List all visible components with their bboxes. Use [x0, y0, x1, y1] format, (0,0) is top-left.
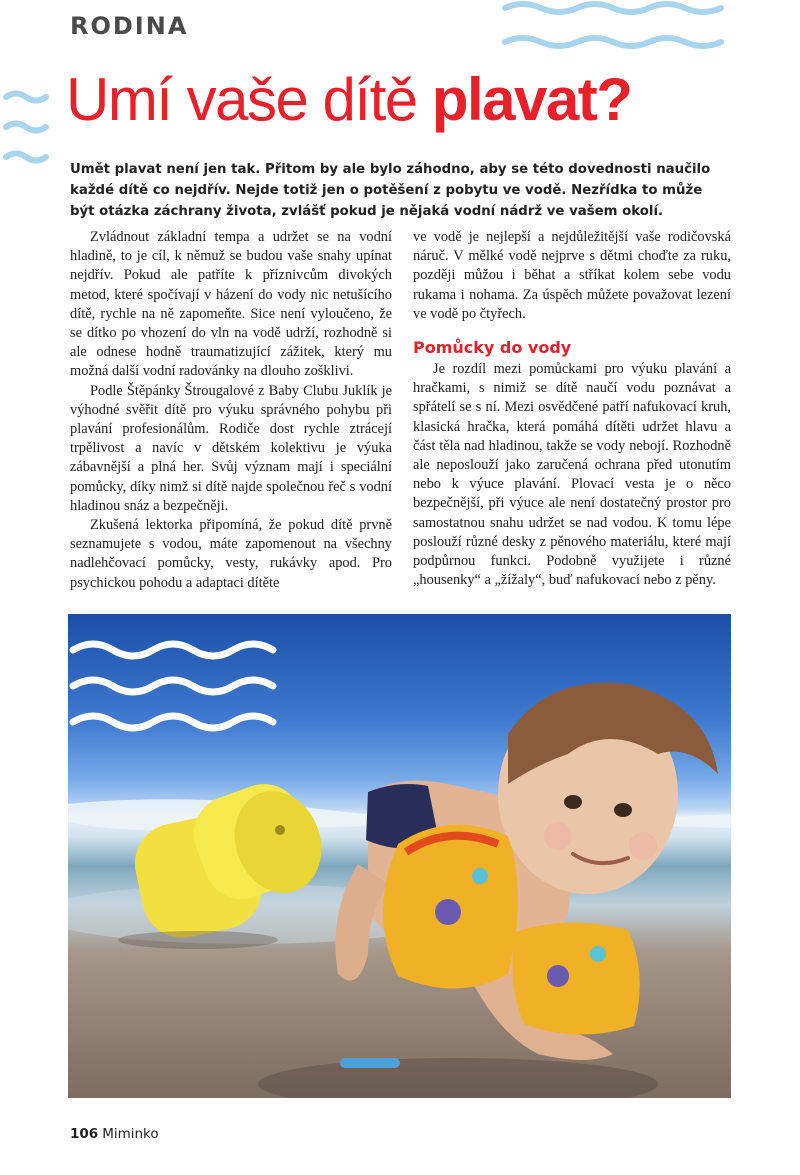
text-column-left [70, 228, 392, 593]
title-bold: plavat? [431, 66, 632, 133]
paragraph: Zkušená lektorka připomíná, že pokud dítě prvně seznamujete s vodou, máte zapomenout na všechny nadlehčovací pomůcky, vesty, rukávky apod. Pro psychickou pohodu a adaptaci dítěte [70, 517, 392, 591]
beach-photo-illustration [68, 614, 731, 1098]
magazine-name: Miminko [102, 1126, 159, 1142]
paragraph: Podle Štěpánky Štrougalové z Baby Clubu Juklík je výhodné svěřit dítě pro výuku správného pohybu při plavání profesionálům. Rodiče dost rychle ztrácejí trpělivost a navíc v dětském kolektivu je výuka zábavnější a plná her. Svůj význam mají i speciální pomůcky, díky nimž si dítě najde společnou řeč s vodní hladinou snáz a bezpečněji. [70, 382, 392, 514]
section-label: RODINA [70, 12, 189, 40]
page-footer [70, 1126, 159, 1142]
text-column-right [413, 228, 731, 590]
paragraph: Je rozdíl mezi pomůckami pro výuku plavání a hračkami, s nimiž se dítě naučí vodu poznávat a spřátelí se s ní. Mezi osvědčené patří nafukovací kruh, klasická hračka, která pomáhá dítěti udržet hlavu a část těla nad hladinou, takže se vody nebojí. Rozhodně ale neposlouží jako zaručená ochrana před utonutím nebo k výuce plavání. Plovací vesta je o něco bezpečnější, při výuce ale není dostatečný prostor pro samostatnou snahu udržet se nad vodou. K tomu lépe poslouží různé desky z pěnového materiálu, které mají podpůrnou funkci. Podobně využijete i různé „housenky“ a „žížaly“, buď nafukovací nebo z pěny. [413, 361, 731, 589]
wave-decoration-top-right [500, 0, 730, 54]
wristband [340, 1058, 400, 1068]
page-number: 106 [70, 1126, 99, 1142]
wave-decoration-left [2, 88, 56, 168]
title-regular: Umí vaše dítě [66, 66, 432, 133]
beach-photo [68, 614, 731, 1098]
article-title [66, 66, 632, 133]
subheading: Pomůcky do vody [413, 338, 572, 358]
lead-paragraph: Umět plavat není jen tak. Přitom by ale bylo záhodno, aby se této dovednosti naučilo každé dítě co nejdřív. Nejde totiž jen o potěšení z pobytu ve vodě. Nezřídka to může být otázka záchrany života, zvlášť pokud je nějaká vodní nádrž ve vašem okolí. [70, 162, 711, 219]
paragraph-continuation: ve vodě je nejlepší a nejdůležitější vaše rodičovská náruč. V mělké vodě nejprve s dětmi choďte za ruku, později můžou i běhat a stříkat kolem sebe vodu rukama i nohama. Za úspěch můžete považovat lezení ve vodě po čtyřech. [413, 229, 731, 322]
paragraph: Zvládnout základní tempa a udržet se na vodní hladině, to je cíl, k němuž se budou vaše snahy upínat nejdřív. Pokud ale patříte k příznivcům divokých metod, které spočívají v házení do vody nic netušícího dítě, rychle na ně zapomeňte. Sice není vyloučeno, že se dítko po vhození do vln na vodě udrží, rozhodně si ale odnese hodně traumatizující zážitek, který mu možná další vodní radovánky na dlouho zošklivi. [70, 229, 392, 380]
